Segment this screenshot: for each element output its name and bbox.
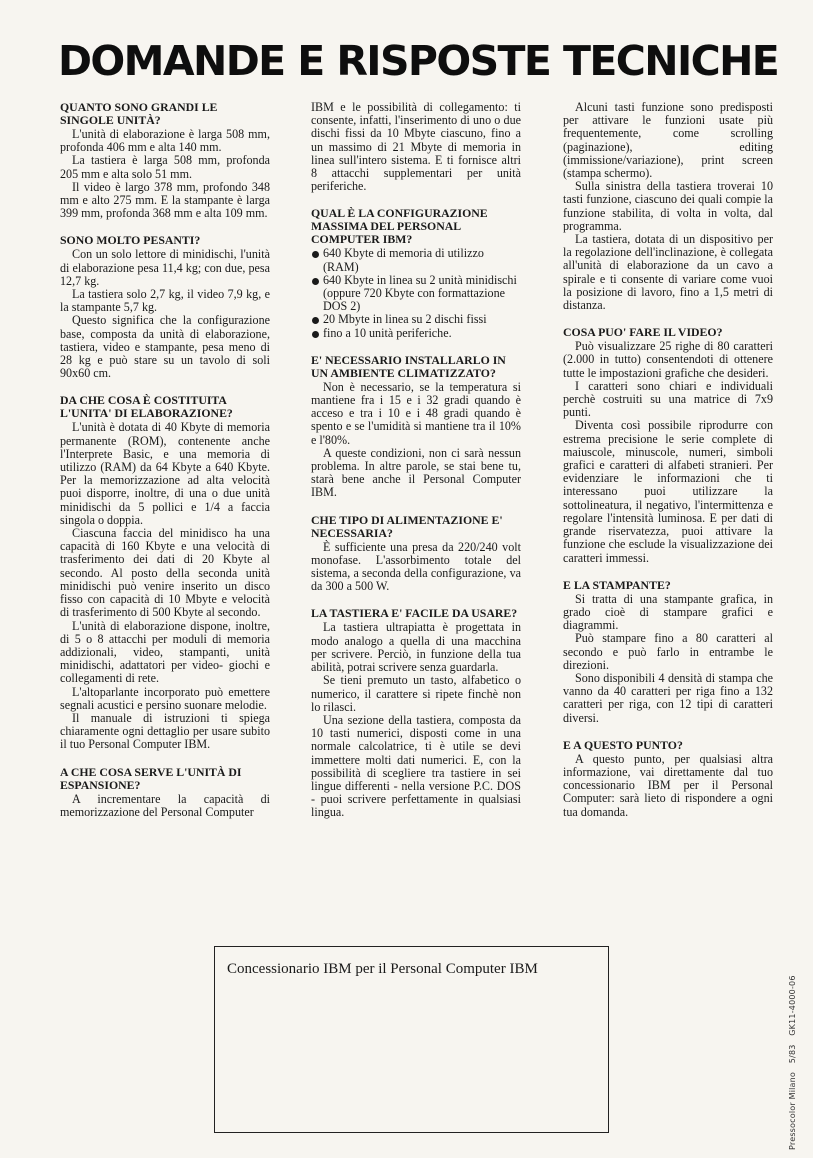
list-item: fino a 10 unità periferiche. [311, 327, 521, 340]
answer-paragraph: L'unità di elaborazione dispone, inoltre, di 5 o 8 attacchi per moduli di memoria addizionali, video, stampanti, unità minidischi, adattatori per video- giochi e collegamenti di rete. [60, 618, 270, 686]
answer-paragraph: Diventa così possibile riprodurre con estrema precisione le serie complete di maiuscole, minuscole, numeri, simboli grafici e caratteri di alfabeti stranieri. Per evidenziare le informazioni che ti interessano puoi utilizzare la sottolineatura, il negativo, l'intermittenza e regolare l'intensità luminosa. E per dati di grande riservatezza, puoi attivare la funzione che esclude la visualizzazione dei caratteri immessi. [563, 418, 773, 565]
section-processing-unit [60, 394, 270, 751]
answer-paragraph: Può stampare fino a 80 caratteri al secondo e può farlo in entrambe le direzioni. [563, 631, 773, 672]
imprint-printer: Pressocolor Milano [788, 1071, 797, 1150]
answer-paragraph: Sulla sinistra della tastiera troverai 10 tasti funzione, ciascuno dei quali compie la funzione stabilita, di volta in volta, dal programma. [563, 179, 773, 233]
section-dimensions [60, 101, 270, 220]
page-title: DOMANDE E RISPOSTE TECNICHE [58, 37, 779, 85]
list-item: 640 Kbyte di memoria di utilizzo (RAM) [311, 247, 521, 273]
list-item: 20 Mbyte in linea su 2 dischi fissi [311, 313, 521, 326]
section-expansion-unit [60, 766, 270, 819]
section-expansion-continued [311, 101, 521, 193]
answer-paragraph: Non è necessario, se la temperatura si mantiene fra i 15 e i 32 gradi quando è acceso e tra i 10 e i 48 gradi quando è spento e se l'umidità si mantiene tra il 10% e l'80%. [311, 379, 521, 447]
section-keyboard-continued [563, 101, 773, 312]
answer-paragraph: Sono disponibili 4 densità di stampa che vanno da 40 caratteri per riga fino a 132 caratteri per riga, con 12 tipi di caratteri diversi. [563, 670, 773, 725]
answer-paragraph: I caratteri sono chiari e individuali perchè costruiti su una matrice di 7x9 punti. [563, 378, 773, 420]
answer-paragraph: La tastiera ultrapiatta è progettata in modo analogo a quella di una macchina per scrivere. Perciò, in funzione della tua abilità, potrai scrivere senza guardarla. [311, 620, 521, 675]
section-climate [311, 354, 521, 500]
section-conclusion [563, 739, 773, 819]
answer-paragraph: Può visualizzare 25 righe di 80 caratteri (2.000 in tutto) consentendoti di ottenere tutte le impostazioni grafiche che desideri. [563, 339, 773, 380]
answer-paragraph: A queste condizioni, non ci sarà nessun problema. In altre parole, se stai bene tu, starà bene anche il Personal Computer IBM. [311, 445, 521, 500]
dealer-box-label: Concessionario IBM per il Personal Computer IBM [227, 961, 538, 977]
answer-paragraph: Ciascuna faccia del minidisco ha una capacità di 160 Kbyte e una velocità di trasferimento dei dati di 20 Kbyte al secondo. Al posto della seconda unità minidischi può venire inserito un disco fisso con capacità di 10 Mbyte e velocità di trasferimento di 500 Kbyte al secondo. [60, 526, 270, 620]
answer-paragraph: Il manuale di istruzioni ti spiega chiaramente ogni dettaglio per usare subito il tuo Personal Computer IBM. [60, 710, 270, 752]
answer-paragraph: Alcuni tasti funzione sono predisposti per attivare le funzioni usate più frequentemente, come scrolling (paginazione), editing (immissione/variazione), print screen (stampa schermo). [563, 100, 773, 181]
answer-paragraph: Il video è largo 378 mm, profondo 348 mm e alto 275 mm. E la stampante è larga 399 mm, profonda 368 mm e alta 109 mm. [60, 179, 270, 221]
answer-paragraph: L'altoparlante incorporato può emettere segnali acustici e persino suonare melodie. [60, 684, 270, 712]
answer-paragraph: Si tratta di una stampante grafica, in grado cioè di stampare grafici e diagrammi. [563, 591, 773, 633]
question-heading: E A QUESTO PUNTO? [563, 737, 683, 752]
answer-paragraph: IBM e le possibilità di collegamento: ti consente, infatti, l'inserimento di uno o due dischi fissi da 10 Mbyte ciascuno, fino a un massimo di 21 Mbyte di memoria in linea sull'intero sistema. E ti fornisce altri 8 attacchi supplementari per unità periferiche. [311, 100, 521, 194]
section-power [311, 514, 521, 594]
question-heading: CHE TIPO DI ALIMENTAZIONE E' NECESSARIA? [311, 512, 503, 540]
section-printer [563, 579, 773, 725]
dealer-stamp-box [214, 946, 609, 1133]
question-heading: QUAL È LA CONFIGURAZIONE MASSIMA DEL PERSONAL COMPUTER IBM? [311, 206, 488, 247]
question-heading: DA CHE COSA È COSTITUITA L'UNITA' DI ELABORAZIONE? [60, 393, 233, 421]
question-heading: E' NECESSARIO INSTALLARLO IN UN AMBIENTE CLIMATIZZATO? [311, 352, 506, 380]
column-1 [60, 101, 270, 833]
section-video [563, 326, 773, 564]
configuration-list [311, 247, 521, 339]
section-weight [60, 234, 270, 380]
section-keyboard [311, 607, 521, 819]
answer-paragraph: Una sezione della tastiera, composta da 10 tasti numerici, disposti come in una normale calcolatrice, ti è utile se devi immettere molti dati numerici. E, con la possibilità di scegliere tra tastiere in sei lingue differenti - nella versione P.C. DOS - puoi scrivere perfettamente in qualsiasi lingua. [311, 712, 521, 820]
question-heading: E LA STAMPANTE? [563, 577, 671, 592]
imprint-code: GK11-4000-06 [788, 975, 797, 1036]
question-heading: SONO MOLTO PESANTI? [60, 233, 201, 248]
answer-paragraph: La tastiera solo 2,7 kg, il video 7,9 kg, e la stampante 5,7 kg. [60, 287, 270, 315]
question-heading: LA TASTIERA E' FACILE DA USARE? [311, 606, 518, 621]
answer-paragraph: Con un solo lettore di minidischi, l'unità di elaborazione pesa 11,4 kg; con due, pesa 12,7 kg. [60, 247, 270, 288]
list-item: 640 Kbyte in linea su 2 unità minidischi (oppure 720 Kbyte con formattazione DOS 2) [311, 274, 521, 314]
answer-paragraph: La tastiera è larga 508 mm, profonda 205 mm e alta solo 51 mm. [60, 153, 270, 181]
column-3 [563, 101, 773, 833]
answer-paragraph: A questo punto, per qualsiasi altra informazione, vai direttamente dal tuo concessionario IBM per il Personal Computer: sarà lieto di rispondere a ogni tua domanda. [563, 751, 773, 819]
answer-paragraph: Questo significa che la configurazione base, composta da unità di elaborazione, tastiera, video e stampante, pesa meno di 28 kg e può stare su un tavolo di soli 90x60 cm. [60, 313, 270, 381]
question-heading: A CHE COSA SERVE L'UNITÀ DI ESPANSIONE? [60, 764, 242, 792]
column-2 [311, 101, 521, 834]
answer-paragraph: La tastiera, dotata di un dispositivo per la regolazione dell'inclinazione, è collegata all'unità di elaborazione da un cavo a spirale e ti consente di variare come vuoi la posizione di lavoro, fino a 1,5 metri di distanza. [563, 232, 773, 313]
answer-paragraph: L'unità è dotata di 40 Kbyte di memoria permanente (ROM), contenente anche l'Interprete Basic, e una memoria di utilizzo (RAM) da 64 Kbyte a 640 Kbyte. Per la memorizzazione ad alta velocità puoi disporre, inoltre, di una o due unità minidischi da 5 pollici e 1/4 a faccia singola o doppia. [60, 420, 270, 527]
question-heading: COSA PUO' FARE IL VIDEO? [563, 325, 723, 340]
printer-imprint [788, 969, 797, 1150]
question-heading: QUANTO SONO GRANDI LE SINGOLE UNITÀ? [60, 100, 218, 127]
answer-paragraph: È sufficiente una presa da 220/240 volt monofase. L'assorbimento totale del sistema, a seconda della configurazione, va da 300 a 500 W. [311, 539, 521, 594]
section-max-configuration [311, 207, 521, 339]
imprint-date: 5/83 [788, 1044, 797, 1064]
answer-paragraph: A incrementare la capacità di memorizzazione del Personal Computer [60, 791, 270, 819]
answer-paragraph: Se tieni premuto un tasto, alfabetico o numerico, il carattere si ripete finchè non lo rilasci. [311, 673, 521, 714]
answer-paragraph: L'unità di elaborazione è larga 508 mm, profonda 406 mm e alta 140 mm. [60, 127, 270, 155]
